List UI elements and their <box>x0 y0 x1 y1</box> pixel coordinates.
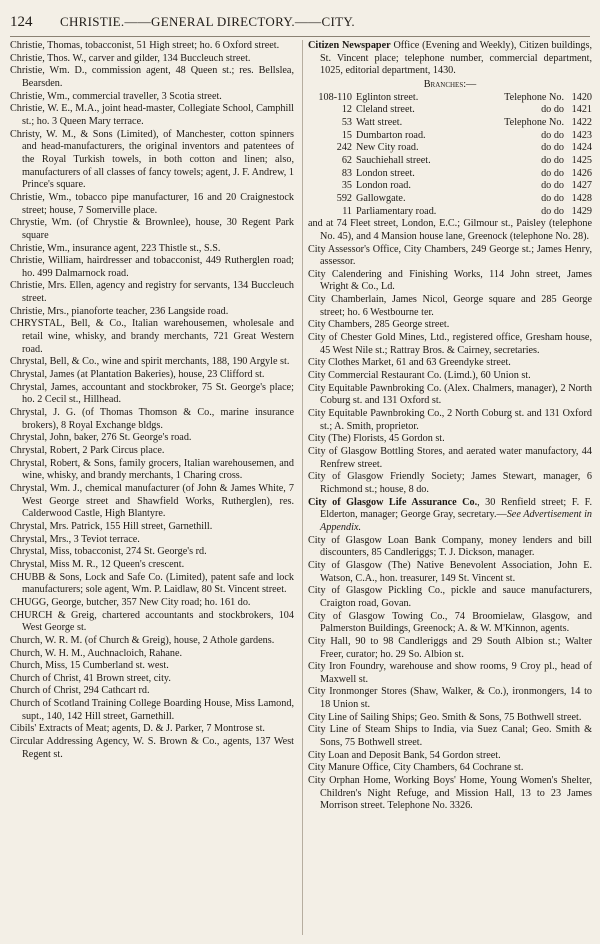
branch-address: Gallowgate. <box>356 192 406 204</box>
running-title: CHRISTIE.——GENERAL DIRECTORY.——CITY. <box>60 14 355 29</box>
directory-entry: Christie, W. E., M.A., joint head-master, Collegiate School, Camphill st.; ho. 3 Queen Mary terrace. <box>10 103 294 127</box>
branch-number: 62 <box>341 154 352 166</box>
directory-entry: City Loan and Deposit Bank, 54 Gordon street. <box>308 749 501 761</box>
directory-entry: CHUBB & Sons, Lock and Safe Co. (Limited), patent safe and lock manufacturers; sole agent, Wm. P. Laidlaw, 80 St. Vincent street. <box>10 571 294 596</box>
directory-entry: Chrystal, Miss M. R., 12 Queen's crescent. <box>10 558 185 570</box>
branch-phone-number: 1423 <box>571 129 592 141</box>
directory-entry: Chrystal, J. G. (of Thomas Thomson & Co., marine insurance brokers), 8 Royal Exchange bldgs. <box>10 407 294 431</box>
branch-row <box>308 142 592 155</box>
branch-number: 53 <box>341 116 352 128</box>
directory-entry: Chrystal, Mrs., 3 Teviot terrace. <box>10 533 140 545</box>
branch-row <box>308 168 592 181</box>
directory-entry: City Equitable Pawnbroking Co. (Alex. Chalmers, manager), 2 North Coburg st. and 131 Oxford st. <box>308 382 592 407</box>
directory-entry: Chrystal, Mrs. Patrick, 155 Hill street, Garnethill. <box>10 520 213 532</box>
directory-entry: City Chamberlain, James Nicol, George square and 285 George street; ho. 6 Westbourne ter. <box>308 294 592 318</box>
branch-address: Sauchiehall street. <box>356 154 431 166</box>
entries-group-a <box>308 244 592 497</box>
branch-phone-number: 1426 <box>571 167 592 179</box>
directory-entry: City of Glasgow Loan Bank Company, money lenders and bill discounters, 85 Candleriggs; T. J. Dickson, manager. <box>308 534 592 559</box>
directory-entry: City of Chester Gold Mines, Ltd., registered office, Gresham house, 45 West Nile st.; Rattray Bros. & Cairney, secretaries. <box>308 332 592 356</box>
directory-entry: City of Glasgow Bottling Stores, and aerated water manufactory, 44 Renfrew street. <box>308 446 592 470</box>
directory-entry: Christie, Wm., insurance agent, 223 Thistle st., S.S. <box>10 242 221 254</box>
branch-telephone-label: do do <box>541 129 564 141</box>
branch-phone-number: 1428 <box>571 192 592 204</box>
directory-entry: CHRYSTAL, Bell, & Co., Italian warehousemen, wholesale and retail wine, whisky, and brandy merchants, 721 Great Western road. <box>10 318 294 355</box>
directory-entry: City of Glasgow Pickling Co., pickle and sauce manufacturers, Craigton road, Govan. <box>308 585 592 609</box>
branch-number: 11 <box>342 205 352 217</box>
entry-name: Citizen Newspaper <box>308 40 391 51</box>
entry-life-assurance <box>308 497 592 535</box>
directory-entry: City Chambers, 285 George street. <box>308 319 450 331</box>
directory-entry: Chrystal, James, accountant and stockbroker, 75 St. George's place; ho. 2 Cecil st., Hillhead. <box>10 381 294 406</box>
branch-telephone-label: do do <box>541 154 564 166</box>
branch-number: 35 <box>341 180 352 192</box>
directory-entry: City Equitable Pawnbroking Co., 2 North Coburg st. and 131 Oxford st.; A. Smith, proprietor. <box>308 408 592 432</box>
branch-address: Eglinton street. <box>356 91 419 103</box>
directory-entry: Church, W. H. M., Auchnacloich, Rahane. <box>10 647 183 659</box>
directory-entry: Circular Addressing Agency, W. S. Brown & Co., agents, 137 West Regent st. <box>10 736 294 760</box>
branch-telephone-label: do do <box>541 180 564 192</box>
branch-phone-number: 1424 <box>571 142 592 154</box>
directory-entry: Christie, Wm. D., commission agent, 48 Queen st.; res. Bellslea, Bearsden. <box>10 65 294 89</box>
directory-entry: Church, W. R. M. (of Church & Greig), house, 2 Athole gardens. <box>10 634 275 646</box>
directory-entry: CHUGG, George, butcher, 357 New City road; ho. 161 do. <box>10 596 251 608</box>
directory-entry: Church, Miss, 15 Cumberland st. west. <box>10 660 169 672</box>
left-column <box>10 40 294 761</box>
branch-telephone-label: do do <box>541 167 564 179</box>
branch-telephone-label: do do <box>541 104 564 116</box>
directory-entry: City (The) Florists, 45 Gordon st. <box>308 433 445 445</box>
branch-address: London street. <box>356 167 415 179</box>
directory-entry: City Clothes Market, 61 and 63 Greendyke street. <box>308 357 511 369</box>
branch-phone-number: 1422 <box>571 116 592 128</box>
branch-telephone-label: do do <box>541 142 564 154</box>
branch-number: 83 <box>341 167 352 179</box>
branch-address: New City road. <box>356 142 419 154</box>
directory-entry: City Manure Office, City Chambers, 64 Cochrane st. <box>308 762 524 774</box>
branch-row <box>308 206 592 219</box>
directory-entry: Christie, Thos. W., carver and gilder, 134 Buccleuch street. <box>10 52 251 64</box>
entry-branches-continuation: and at 74 Fleet street, London, E.C.; Gilmour st., Paisley (telephone No. 45), and 4 Mansion house lane, Greenock (telephone No. 28). <box>308 218 592 242</box>
branch-number: 108-110 <box>318 91 352 103</box>
directory-entry: City Orphan Home, Working Boys' Home, Young Women's Shelter, Children's Night Refuge, and Mission Hall, 13 to 23 James Morrison street. Telephone No. 3326. <box>308 775 592 812</box>
directory-entry: City Commercial Restaurant Co. (Limd.), 60 Union st. <box>308 370 531 382</box>
branch-telephone-label: Telephone No. <box>504 116 564 128</box>
directory-entry: Christie, Mrs. Ellen, agency and registry for servants, 134 Buccleuch street. <box>10 280 294 305</box>
branch-address: Cleland street. <box>356 104 415 116</box>
directory-entry: Chrystal, James (at Plantation Bakeries), house, 23 Clifford st. <box>10 369 265 381</box>
directory-entry: City Line of Steam Ships to India, via Suez Canal; Geo. Smith & Sons, 75 Bothwell street. <box>308 724 592 749</box>
branch-telephone-label: do do <box>541 192 564 204</box>
directory-entry: Church of Christ, 41 Brown street, city. <box>10 672 171 684</box>
branch-address: Dumbarton road. <box>356 129 426 141</box>
header-rule <box>10 36 590 37</box>
directory-entry: Christie, William, hairdresser and tobacconist, 449 Rutherglen road; ho. 499 Dalmarnock road. <box>10 255 294 279</box>
directory-entry: Chrystal, Bell, & Co., wine and spirit merchants, 188, 190 Argyle st. <box>10 356 290 368</box>
directory-entry: CHURCH & Greig, chartered accountants and stockbrokers, 104 West George st. <box>10 609 294 634</box>
branch-row <box>308 117 592 130</box>
directory-entry: Christie, Thomas, tobacconist, 51 High street; ho. 6 Oxford street. <box>10 40 280 51</box>
branch-phone-number: 1420 <box>571 91 592 103</box>
entry-name: City of Glasgow Life Assurance Co. <box>308 496 478 508</box>
directory-entry: Christy, W. M., & Sons (Limited), of Manchester, cotton spinners and head-manufacturers, the original inventors and patentees of the Royal Turkish towels, in both cotton and linen; also, manufacturers of all classes of fancy towels; agent, J. F. Andrew, 1 Prince's square. <box>10 128 294 191</box>
directory-entry: Chrystie, Wm. (of Chrystie & Brownlee), house, 30 Regent Park square <box>10 217 294 241</box>
directory-entry: Chrystal, Robert, & Sons, family grocers, Italian warehousemen, and wine, whisky, and brandy merchants, 1 Charing cross. <box>10 457 294 482</box>
page-header <box>10 12 590 32</box>
directory-entry: Chrystal, Wm. J., chemical manufacturer (of John & James White, 7 West George street and Shawfield Works, Rutherglen), res. Calderwood Castle, High Blantyre. <box>10 482 294 520</box>
right-column <box>308 40 592 813</box>
branches-title: Branches:— <box>423 78 477 90</box>
branches-list <box>308 92 592 219</box>
directory-entry: Christie, Mrs., pianoforte teacher, 236 Langside road. <box>10 305 229 317</box>
directory-entry: Church of Scotland Training College Boarding House, Miss Lamond, supt., 140, 142 Hill street, Garnethill. <box>10 698 294 722</box>
branch-number: 592 <box>336 192 352 204</box>
directory-entry: Chrystal, Miss, tobacconist, 274 St. George's rd. <box>10 546 207 558</box>
advert-note: See Advertisement in Appendix. <box>320 509 593 533</box>
directory-entry: Chrystal, John, baker, 276 St. George's road. <box>10 432 192 444</box>
directory-entry: Cibils' Extracts of Meat; agents, D. & J. Parker, 7 Montrose st. <box>10 723 265 735</box>
directory-entry: Church of Christ, 294 Cathcart rd. <box>10 685 150 697</box>
branch-phone-number: 1425 <box>571 154 592 166</box>
page-number: 124 <box>10 14 33 30</box>
branch-address: Watt street. <box>356 116 403 128</box>
directory-entry: City Hall, 90 to 98 Candleriggs and 29 South Albion st.; Walter Freer, curator; ho. 29 So. Albion st. <box>308 635 592 660</box>
directory-entry: Christie, Wm., tobacco pipe manufacturer, 16 and 20 Craignestock street; house, 7 Somerville place. <box>10 191 294 216</box>
entry-citizen-newspaper <box>308 40 592 78</box>
branch-row <box>308 155 592 168</box>
branch-telephone-label: Telephone No. <box>504 91 564 103</box>
directory-entry: City of Glasgow Friendly Society; James Stewart, manager, 6 Richmond st.; house, 8 do. <box>308 471 592 495</box>
branch-row <box>308 92 592 105</box>
branch-address: Parliamentary road. <box>356 205 437 217</box>
branch-telephone-label: do do <box>541 205 564 217</box>
branch-number: 15 <box>341 129 352 141</box>
branch-number: 12 <box>341 104 352 116</box>
directory-entry: City Line of Sailing Ships; Geo. Smith & Sons, 75 Bothwell street. <box>308 711 582 723</box>
branch-row <box>308 193 592 206</box>
entries-group-b <box>308 535 592 813</box>
entry-text: , 30 Renfield street; F. F. Elderton, manager; George Gray, secretary.— <box>320 496 592 521</box>
branch-row <box>308 180 592 193</box>
column-divider <box>302 40 303 935</box>
directory-entry: City Ironmonger Stores (Shaw, Walker, & Co.), ironmongers, 14 to 18 Union st. <box>308 686 592 711</box>
entry-text: Office (Evening and Weekly), Citizen buildings, St. Vincent place; telephone number, commercial department, 1025, editorial department, 1430. <box>320 40 592 77</box>
branch-phone-number: 1421 <box>571 104 592 116</box>
branch-number: 242 <box>336 142 352 154</box>
branch-row <box>308 104 592 117</box>
directory-entry: City Assessor's Office, City Chambers, 249 George st.; James Henry, assessor. <box>308 243 592 268</box>
branch-phone-number: 1427 <box>571 180 592 192</box>
directory-entry: Christie, Wm., commercial traveller, 3 Scotia street. <box>10 90 222 102</box>
directory-entry: Chrystal, Robert, 2 Park Circus place. <box>10 445 165 456</box>
directory-entry: City Calendering and Finishing Works, 114 John street, James Wright & Co., Ld. <box>308 268 592 293</box>
directory-entry: City of Glasgow (The) Native Benevolent Association, John E. Watson, C.A., hon. treasurer, 149 St. Vincent st. <box>308 559 592 584</box>
branch-address: London road. <box>356 180 411 192</box>
directory-entry: City Iron Foundry, warehouse and show rooms, 9 Croy pl., head of Maxwell st. <box>308 661 592 685</box>
branch-phone-number: 1429 <box>571 205 592 217</box>
directory-entry: City of Glasgow Towing Co., 74 Broomielaw, Glasgow, and Palmerston Buildings, Greenock; A. & W. M'Kinnon, agents. <box>308 610 592 635</box>
branch-row <box>308 130 592 143</box>
